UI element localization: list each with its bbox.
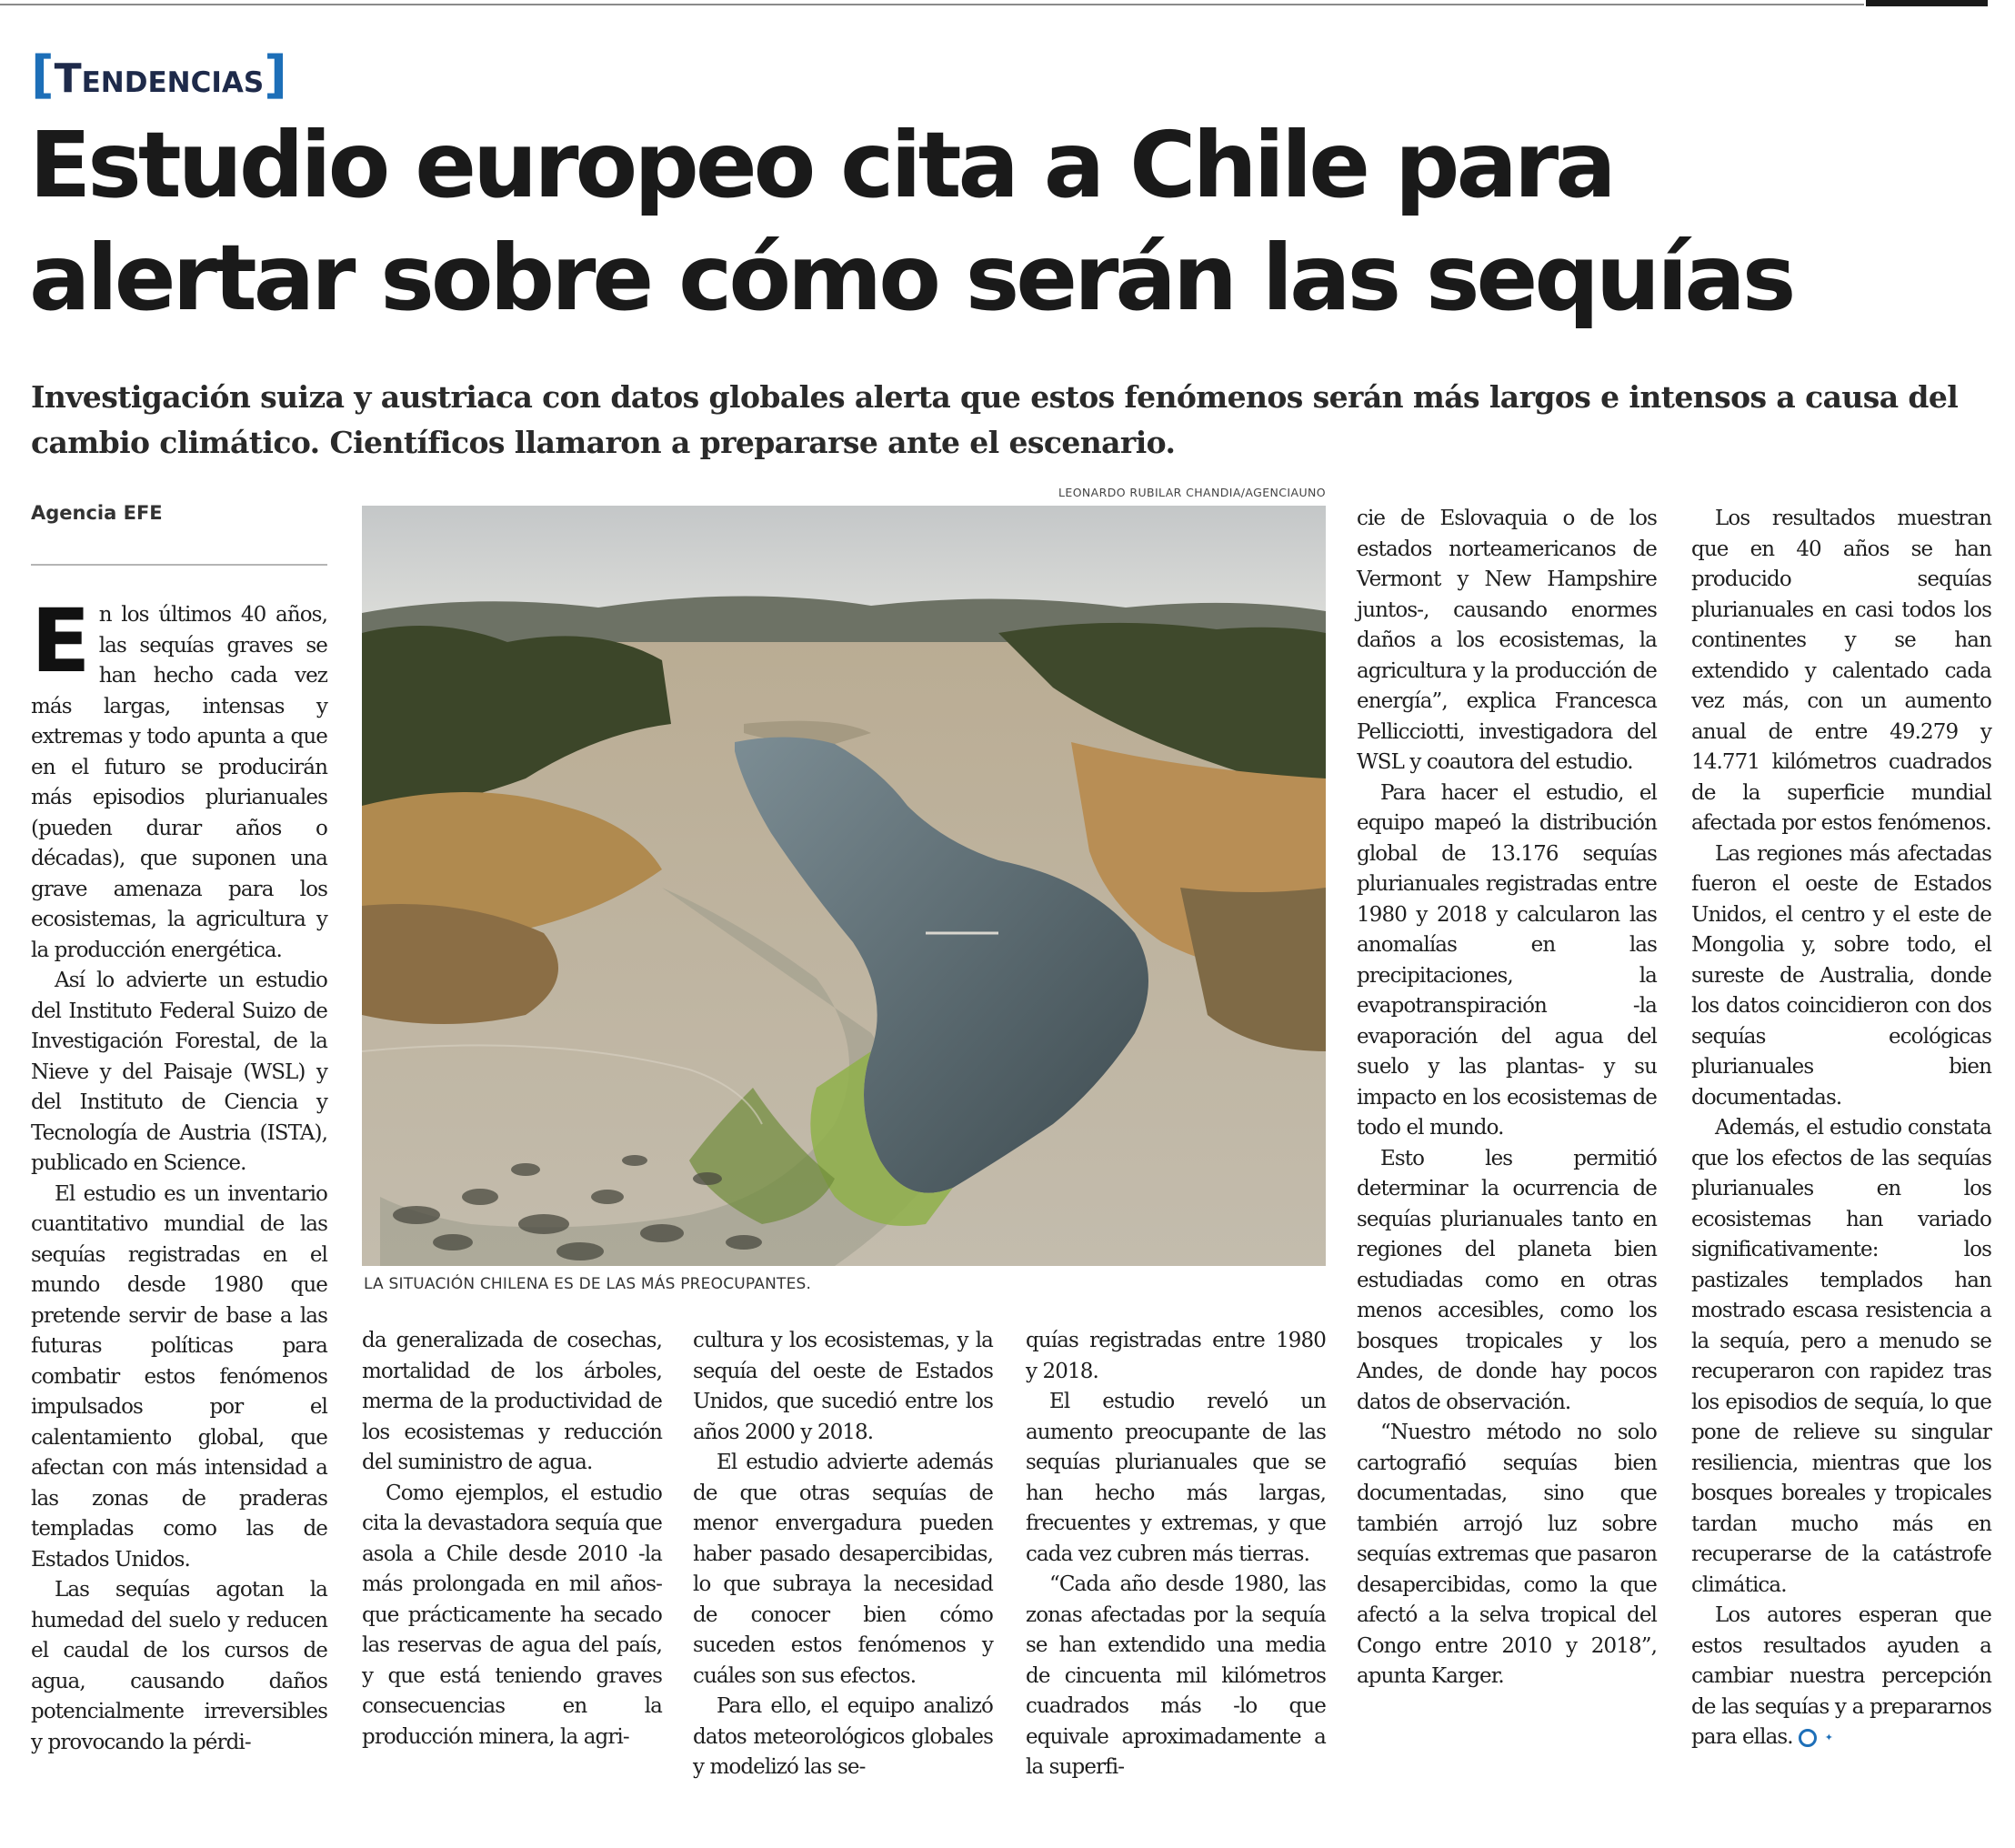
kicker-bracket-open: [	[31, 45, 55, 105]
paragraph: quías registradas entre 1980 y 2018.	[1026, 1329, 1326, 1383]
photo-credit: LEONARDO RUBILAR CHANDIA/AGENCIAUNO	[1058, 486, 1326, 499]
paragraph: cie de Eslovaquia o de los estados norteamericanos de Vermont y New Hampshire juntos-, causando enormes daños a los ecosistemas, la agricultura y la producción de energía”, explica Francesca Pellicciotti, investigadora del WSL y coautora del estudio.	[1357, 507, 1657, 774]
paragraph: Las regiones más afectadas fueron el oeste de Estados Unidos, el centro y el este de Mongolia y, sobre todo, el sureste de Australia, donde los datos coincidieron con dos sequías ecológicas plurianuales bien documentadas.	[1691, 841, 1991, 1110]
article-column-5	[1357, 504, 1657, 1692]
article-column-6	[1691, 504, 1991, 1753]
paragraph: Así lo advierte un estudio del Instituto Federal Suizo de Investigación Forestal, de la Nieve y del Paisaje (WSL) y del Instituto de Ciencia y Tecnología de Austria (ISTA), publicado en Science.	[31, 969, 327, 1175]
paragraph	[1691, 1601, 1991, 1753]
byline: Agencia EFE	[31, 502, 163, 524]
deck: Investigación suiza y austriaca con datos globales alerta que estos fenómenos serán más largos e intensos a causa del cambio climático. Científicos llamaron a prepararse ante el escenario.	[31, 379, 1959, 460]
paragraph: cultura y los ecosistemas, y la sequía del oeste de Estados Unidos, que sucedió entre los años 2000 y 2018.	[693, 1329, 993, 1444]
article-column-1	[31, 590, 327, 1758]
article-column-3	[693, 1326, 993, 1783]
paragraph: da generalizada de cosechas, mortalidad de los árboles, merma de la productividad de los ecosistemas y reducción del suministro de agua.	[362, 1329, 662, 1474]
paragraph: “Nuestro método no solo cartografió sequías bien documentadas, sino que también arrojó luz sobre sequías extremas que pasaron desapercibidas, como la que afectó a la selva tropical del Congo entre 2010 y 2018”, apunta Karger.	[1357, 1421, 1657, 1688]
article-column-4	[1026, 1326, 1326, 1783]
paragraph: El estudio reveló un aumento preocupante de las sequías plurianuales que se han hecho más largas, frecuentes y extremas, y que cada vez cubren más tierras.	[1026, 1390, 1326, 1566]
paragraph-text: Los autores esperan que estos resultados ayuden a cambiar nuestra percepción de las sequías y a prepararnos para ellas.	[1691, 1603, 1991, 1749]
byline-divider	[31, 564, 327, 566]
paragraph: Para hacer el estudio, el equipo mapeó la distribución global de 13.176 sequías plurianuales registradas entre 1980 y 2018 y calcularon las anomalías en las precipitaciones, la evapotranspiración -la evaporación del agua del suelo y las plantas- y su impacto en los ecosistemas de todo el mundo.	[1357, 780, 1657, 1140]
paragraph: Como ejemplos, el estudio cita la devastadora sequía que asola a Chile desde 2010 -la más prolongada en mil años- que prácticamente ha secado las reservas de agua del país, y que está teniendo graves consecuencias en la producción minera, la agri-	[362, 1481, 662, 1749]
star-circle-icon: ✦	[1799, 1729, 1817, 1747]
paragraph: Los resultados muestran que en 40 años se han producido sequías plurianuales en casi todos los continentes y se han extendido y calentado cada vez más, con un aumento anual de entre 49.279 y 14.771 kilómetros cuadrados de la superficie mundial afectada por estos fenómenos.	[1691, 507, 1991, 835]
photo-caption: LA SITUACIÓN CHILENA ES DE LAS MÁS PREOCUPANTES.	[364, 1275, 812, 1293]
drop-cap: E	[31, 590, 90, 692]
paragraph: Esto les permitió determinar la ocurrencia de sequías plurianuales tanto en regiones del planeta bien estudiadas como en otras menos accesibles, como los bosques tropicales y los Andes, de donde hay pocos datos de observación.	[1357, 1146, 1657, 1414]
paragraph: El estudio es un inventario cuantitativo mundial de las sequías registradas en el mundo desde 1980 que pretende servir de base a las futuras políticas para combatir estos fenómenos impulsados por el calentamiento global, que afectan con más intensidad a las zonas de praderas templadas como las de Estados Unidos.	[31, 1181, 327, 1572]
paragraph: Las sequías agotan la humedad del suelo y reducen el caudal de los cursos de agua, causando daños potencialmente irreversibles y provocando la pérdi-	[31, 1578, 327, 1754]
headline-line-2: alertar sobre cómo serán las sequías	[29, 225, 1793, 331]
reservoir-aerial-image	[362, 506, 1326, 1266]
paragraph	[31, 590, 327, 966]
paragraph: Para ello, el equipo analizó datos meteorológicos globales y modelizó las se-	[693, 1694, 993, 1779]
paragraph-text: n los últimos 40 años, las sequías graves se han hecho cada vez más largas, intensas y extremas y todo apunta a que en el futuro se producirán más episodios plurianuales (pueden durar años o décadas), que suponen una grave amenaza para los ecosistemas, la agricultura y la producción energética.	[31, 603, 327, 962]
section-kicker	[31, 44, 287, 107]
paragraph: El estudio advierte además de que otras sequías de menor envergadura pueden haber pasado desapercibidas, lo que subraya la necesidad de conocer bien cómo suceden estos fenómenos y cuáles son sus efectos.	[693, 1451, 993, 1688]
top-rule-block	[1866, 0, 1988, 6]
headline-line-1: Estudio europeo cita a Chile para	[29, 112, 1613, 218]
top-rule	[0, 4, 1864, 5]
paragraph: “Cada año desde 1980, las zonas afectadas por la sequía se han extendido una media de cincuenta mil kilómetros cuadrados más -lo que equivale aproximadamente a la superfi-	[1026, 1572, 1326, 1779]
kicker-label: Tendencias	[54, 55, 265, 102]
article-photo	[362, 506, 1326, 1266]
paragraph: Además, el estudio constata que los efectos de las sequías plurianuales en los ecosistemas han variado significativamente: los pastizales templados han mostrado escasa resistencia a la sequía, pero a menudo se recuperaron con rapidez tras los episodios de sequía, lo que pone de relieve su singular resiliencia, mientras que los bosques boreales y tropicales tardan mucho más en recuperarse de la catástrofe climática.	[1691, 1116, 1991, 1597]
article-column-2	[362, 1326, 662, 1753]
kicker-bracket-close: ]	[264, 45, 287, 105]
headline	[29, 109, 1975, 335]
